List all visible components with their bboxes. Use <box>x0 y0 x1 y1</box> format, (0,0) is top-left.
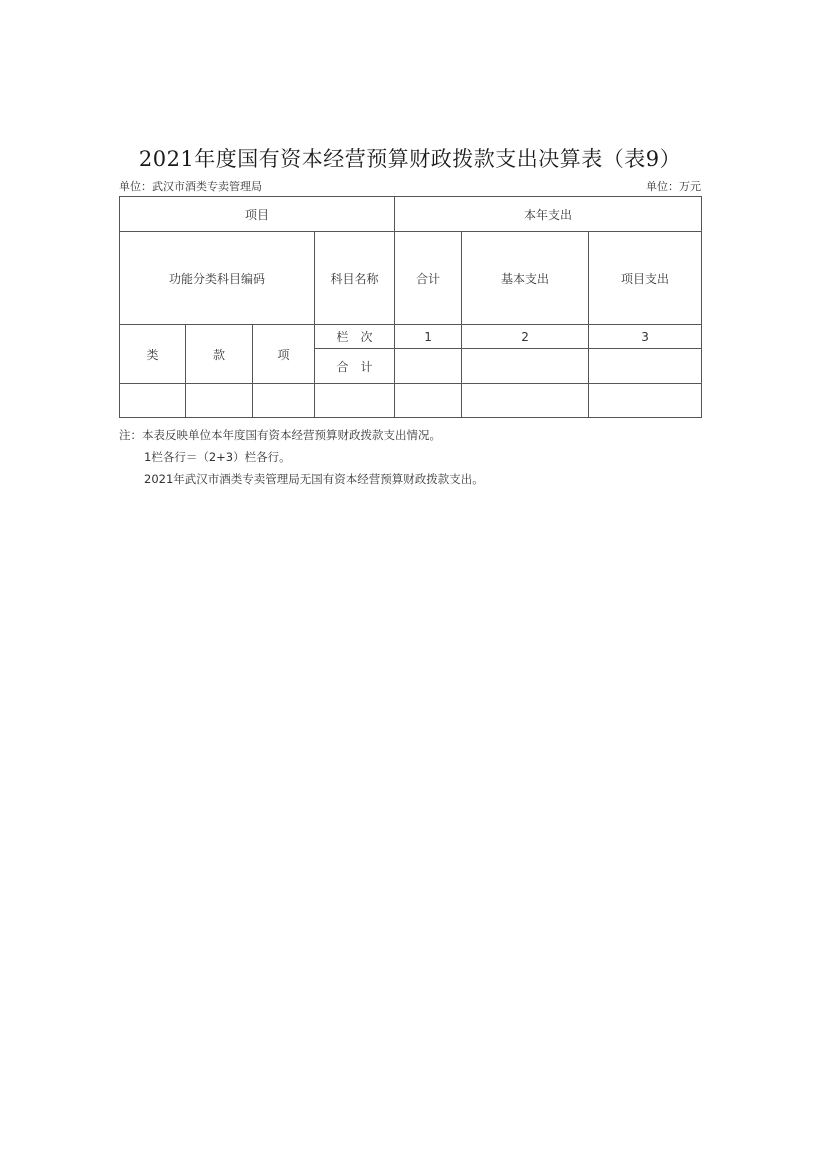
column-number-row <box>120 325 702 349</box>
header-lei: 类 <box>120 325 186 384</box>
note-line-3: 2021年武汉市酒类专卖管理局无国有资本经营预算财政拨款支出。 <box>144 472 484 486</box>
header-project: 项目支出 <box>589 232 702 325</box>
empty-cell <box>120 384 186 418</box>
header-func-code: 功能分类科目编码 <box>120 232 315 325</box>
label-lan-ci: 栏 次 <box>315 325 395 349</box>
page-title: 2021年度国有资本经营预算财政拨款支出决算表（表9） <box>138 147 682 171</box>
empty-cell <box>589 384 702 418</box>
empty-cell <box>315 384 395 418</box>
header-kuan: 款 <box>186 325 253 384</box>
header-xiang: 项 <box>253 325 315 384</box>
empty-cell <box>462 384 589 418</box>
col-number-3: 3 <box>589 325 702 349</box>
header-total: 合计 <box>395 232 462 325</box>
total-cell-project <box>589 349 702 384</box>
empty-cell <box>395 384 462 418</box>
header-subject-name: 科目名称 <box>315 232 395 325</box>
total-cell-total <box>395 349 462 384</box>
header-row-1 <box>120 197 702 232</box>
empty-data-row <box>120 384 702 418</box>
unit-currency: 单位：万元 <box>646 180 701 193</box>
label-he-ji: 合 计 <box>315 349 395 384</box>
empty-cell <box>253 384 315 418</box>
header-current-year: 本年支出 <box>395 197 702 232</box>
header-item: 项目 <box>120 197 395 232</box>
empty-cell <box>186 384 253 418</box>
expenditure-table <box>119 196 702 418</box>
unit-organization: 单位：武汉市酒类专卖管理局 <box>119 180 262 193</box>
col-number-2: 2 <box>462 325 589 349</box>
header-row-2 <box>120 232 702 325</box>
total-cell-basic <box>462 349 589 384</box>
note-line-1: 注：本表反映单位本年度国有资本经营预算财政拨款支出情况。 <box>119 428 441 442</box>
col-number-1: 1 <box>395 325 462 349</box>
notes <box>119 424 719 490</box>
header-basic: 基本支出 <box>462 232 589 325</box>
note-line-2: 1栏各行＝（2+3）栏各行。 <box>144 450 291 464</box>
